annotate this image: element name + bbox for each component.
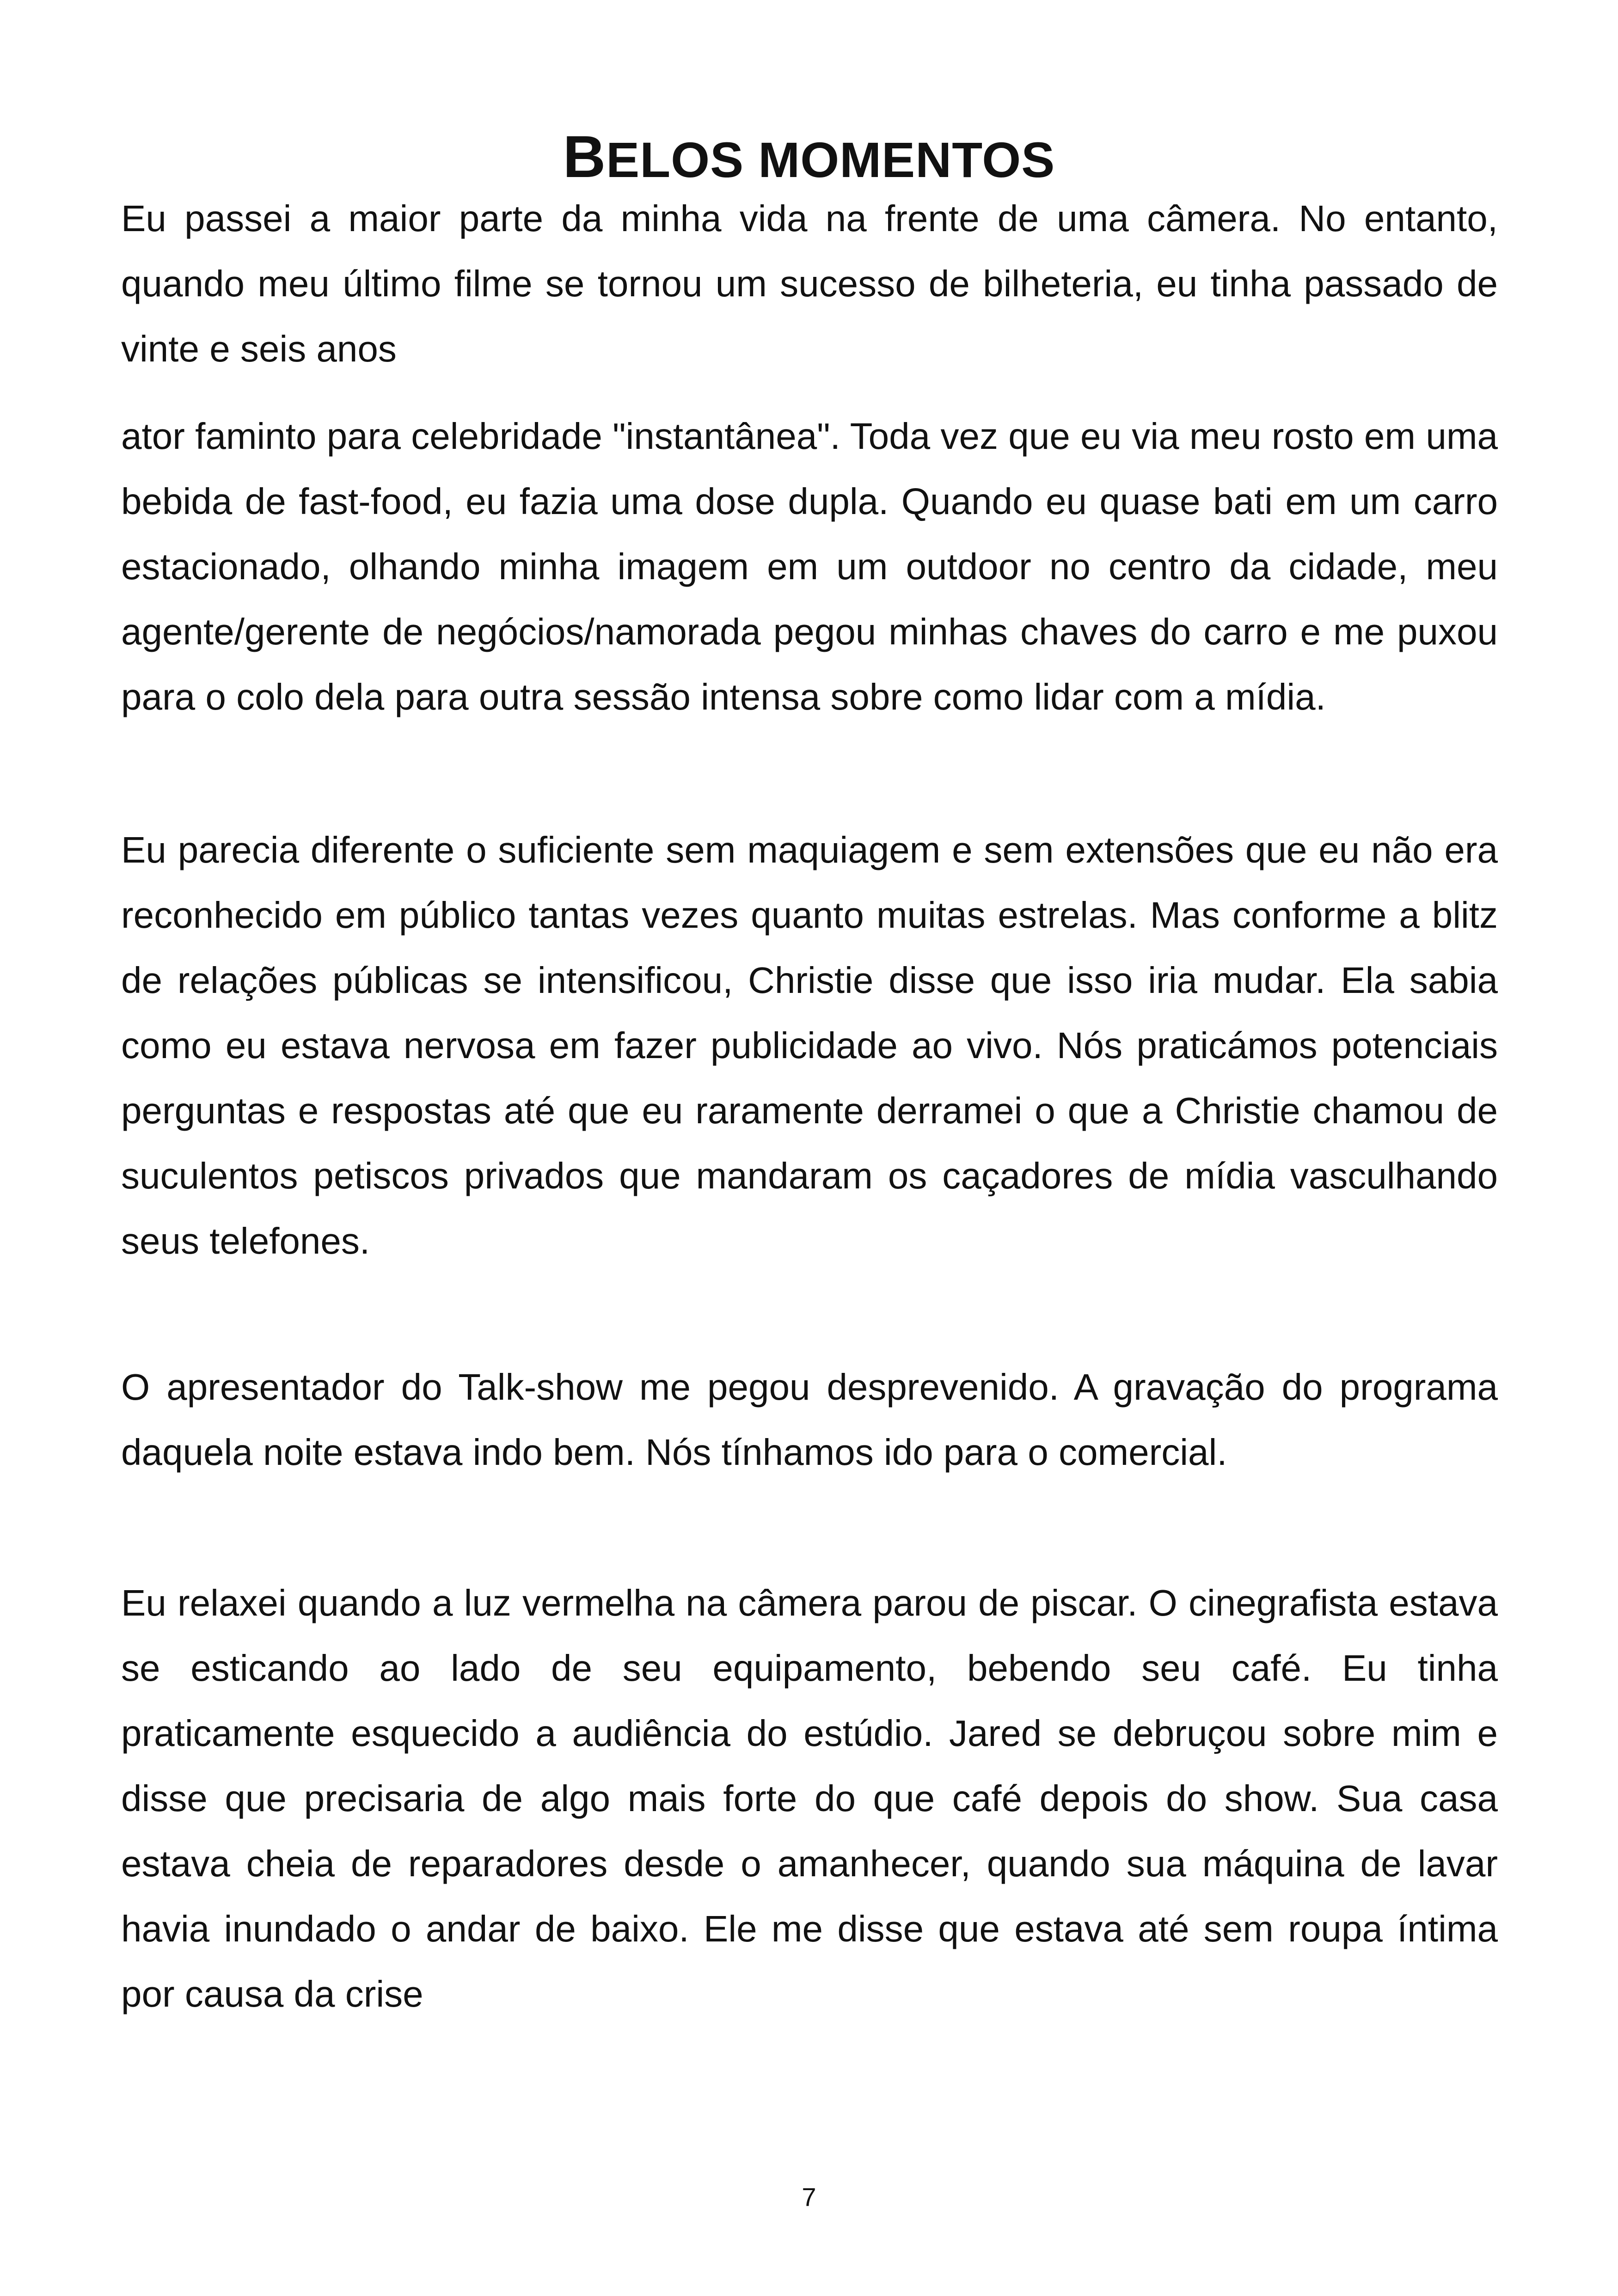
paragraph-3: Eu parecia diferente o suficiente sem maquiagem e sem extensões que eu não era reconhecido em público tantas vezes quanto muitas estrelas. Mas conforme a blitz de relações públicas se intensificou, Christie disse que isso iria mudar. Ela sabia como eu estava nervosa em fazer publicidade ao vivo. Nós praticámos potenciais perguntas e respostas até que eu raramente derramei o que a Christie chamou de suculentos petiscos privados que mandaram os caçadores de mídia vasculhando seus telefones. bbox=[121, 829, 1498, 1261]
paragraph-2: ator faminto para celebridade "instantânea". Toda vez que eu via meu rosto em uma bebida de fast-food, eu fazia uma dose dupla. Quando eu quase bati em um carro estacionado, olhando minha imagem em um outdoor no centro da cidade, meu agente/gerente de negócios/namorada pegou minhas chaves do carro e me puxou para o colo dela para outra sessão intensa sobre como lidar com a mídia. bbox=[121, 416, 1498, 717]
title-initial: B bbox=[563, 124, 607, 190]
paragraph-1: Eu passei a maior parte da minha vida na frente de uma câmera. No entanto, quando meu último filme se tornou um sucesso de bilheteria, eu tinha passado de vinte e seis anos bbox=[121, 198, 1498, 369]
paragraph-5: Eu relaxei quando a luz vermelha na câmera parou de piscar. O cinegrafista estava se esticando ao lado de seu equipamento, bebendo seu café. Eu tinha praticamente esquecido a audiência do estúdio. Jared se debruçou sobre mim e disse que precisaria de algo mais forte do que café depois do show. Sua casa estava cheia de reparadores desde o amanhecer, quando sua máquina de lavar havia inundado o andar de baixo. Ele me disse que estava até sem roupa íntima por causa da crise bbox=[121, 1582, 1498, 2014]
paragraph-4: O apresentador do Talk-show me pegou desprevenido. A gravação do programa daquela noite estava indo bem. Nós tínhamos ido para o comercial. bbox=[121, 1366, 1498, 1473]
title-rest: ELOS MOMENTOS bbox=[606, 132, 1055, 188]
page-number: 7 bbox=[802, 2182, 816, 2211]
page-title bbox=[0, 125, 1618, 192]
